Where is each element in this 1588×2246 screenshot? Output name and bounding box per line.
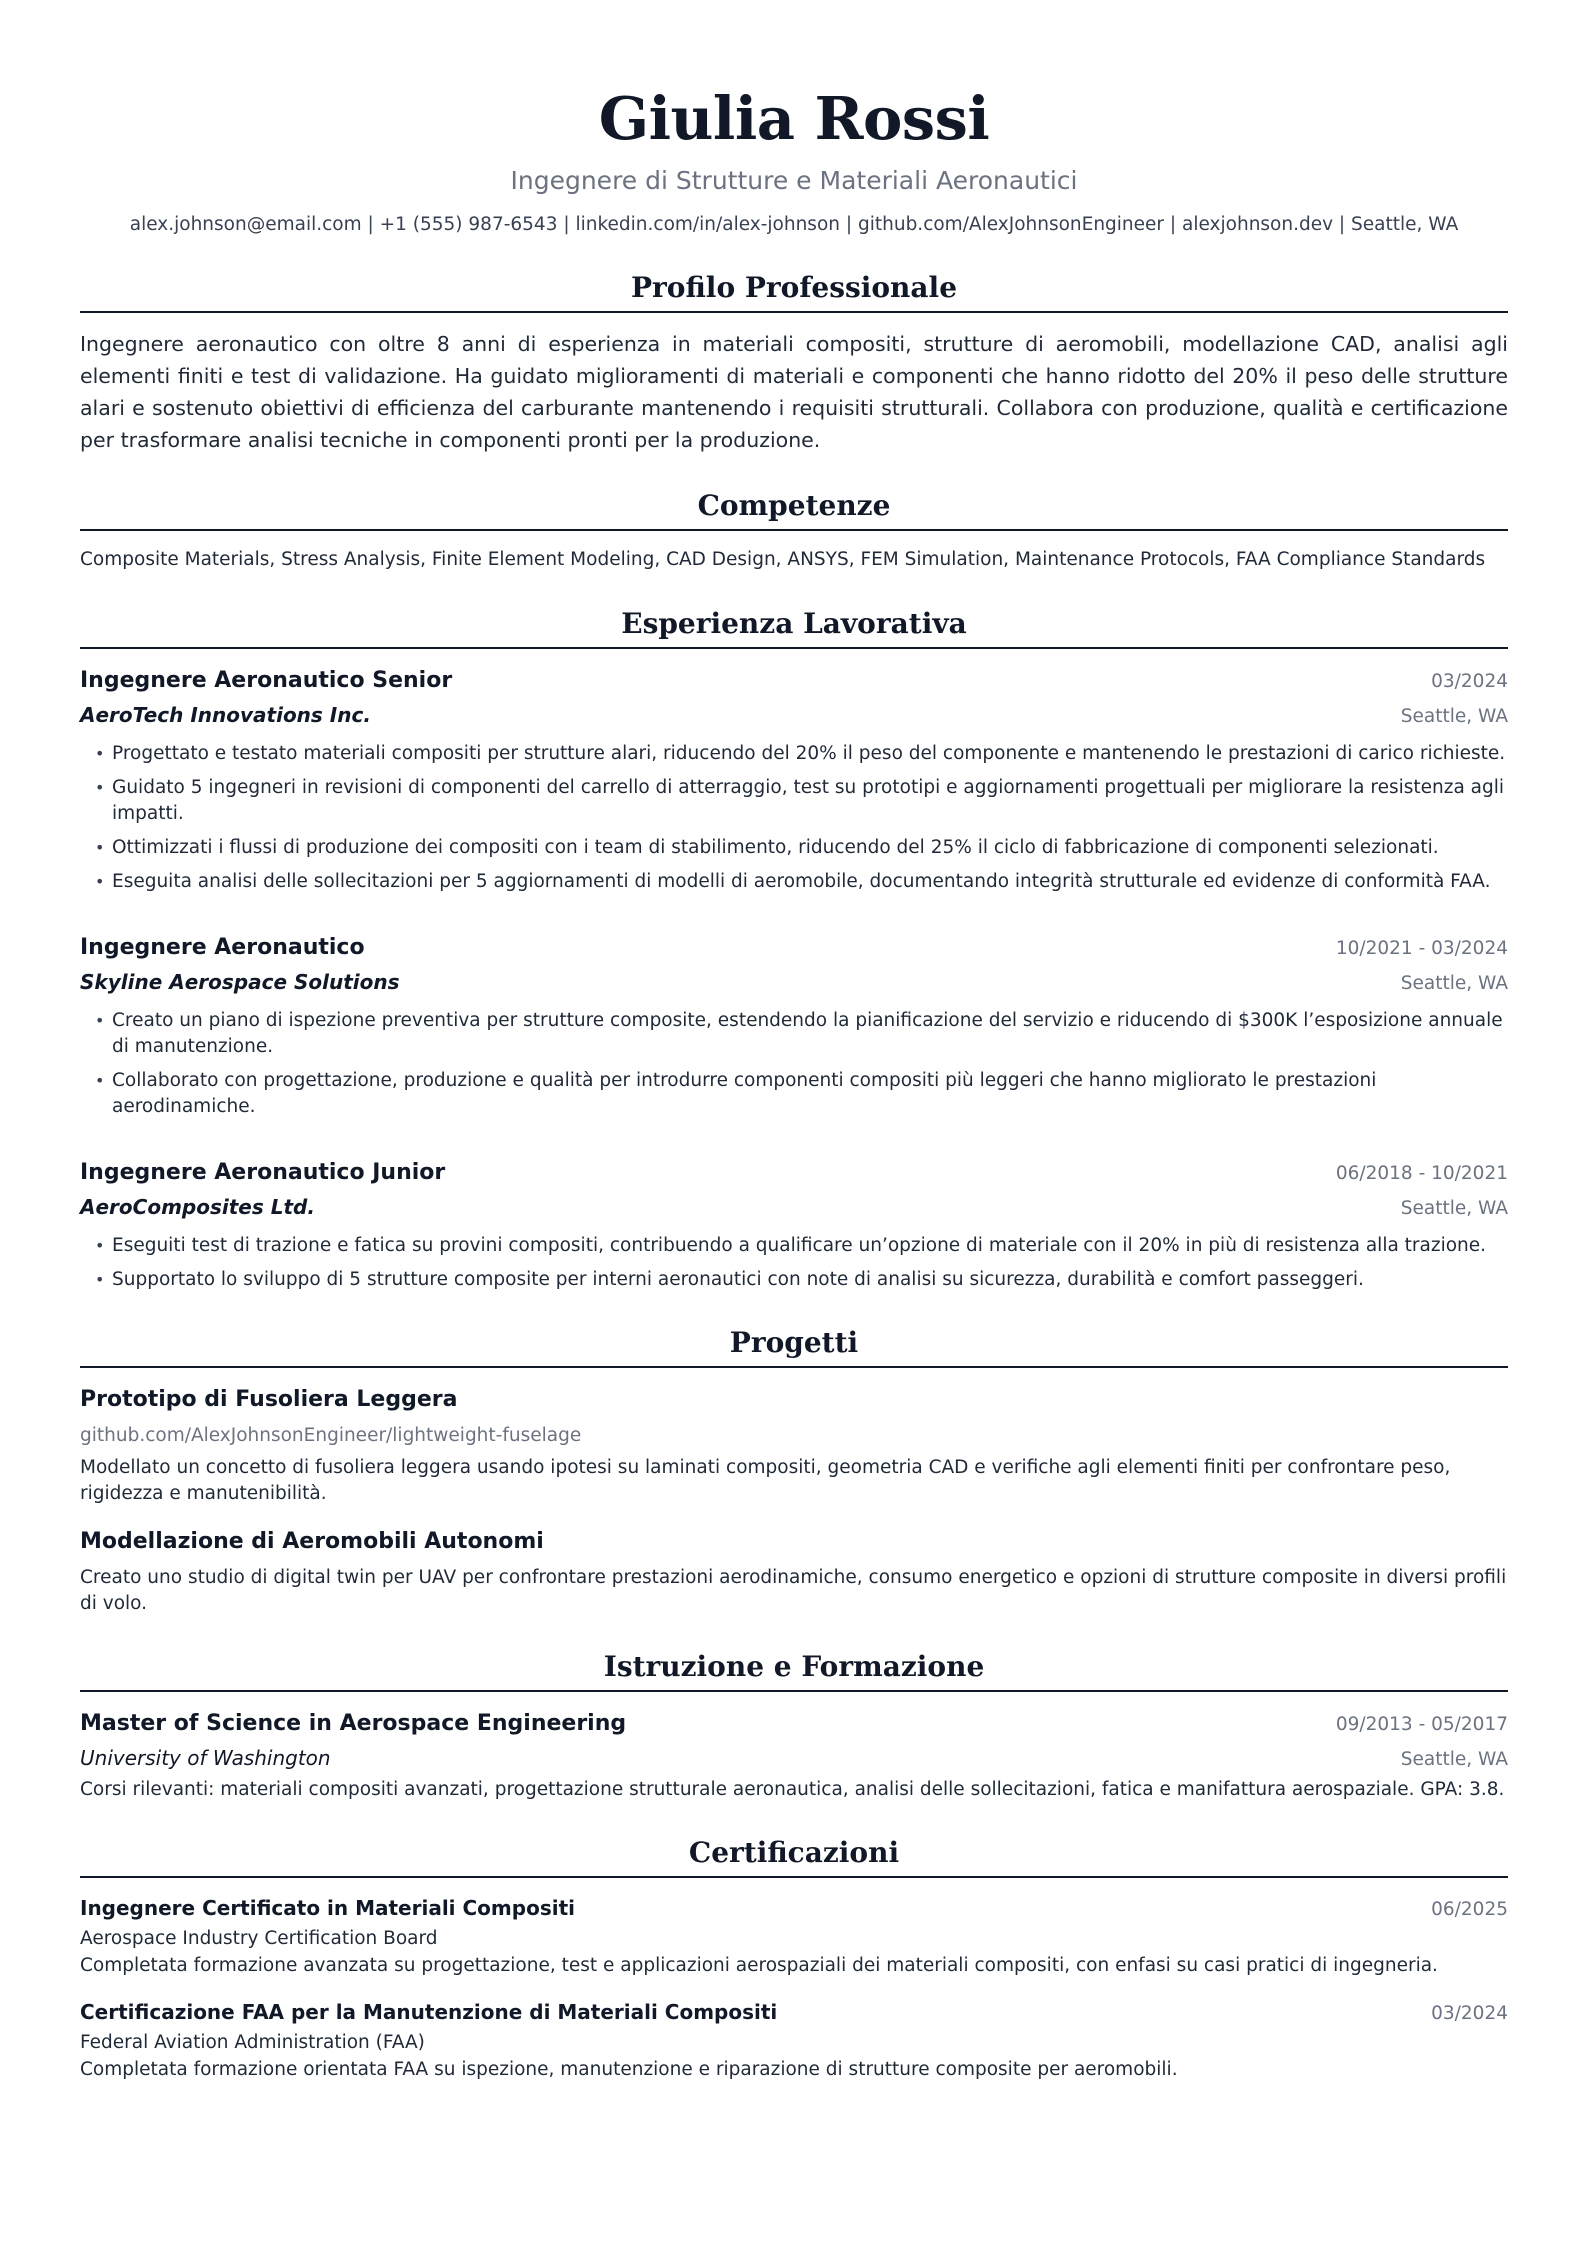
degree-title: Master of Science in Aerospace Engineering: [80, 1711, 627, 1736]
job-title: Ingegnere Aeronautico Senior: [80, 668, 453, 693]
job-location: Seattle, WA: [1400, 1198, 1508, 1219]
job-title: Ingegnere Aeronautico: [80, 935, 365, 960]
certification-title: Certificazione FAA per la Manutenzione di Materiali Compositi: [80, 2000, 778, 2024]
section-title: Certificazioni: [80, 1835, 1508, 1878]
project-entry: [80, 1525, 1508, 1617]
project-entry: [80, 1383, 1508, 1507]
education-dates: 09/2013 - 05/2017: [1335, 1714, 1508, 1735]
job-location: Seattle, WA: [1400, 706, 1508, 727]
section-title: Competenze: [80, 488, 1508, 531]
bullet-item: • Eseguita analisi delle sollecitazioni per 5 aggiornamenti di modelli di aeromobile, documentando integrità strutturale ed evidenze di conformità FAA.: [95, 869, 1508, 895]
resume-header: [80, 80, 1508, 238]
bullet-item: • Creato un piano di ispezione preventiva per strutture composite, estendendo la pianificazione del servizio e riducendo di $300K l’esposizione annuale di manutenzione.: [95, 1008, 1508, 1060]
experience-entry: [80, 664, 1508, 895]
certifications-section: [80, 1835, 1508, 2083]
certification-entry: [80, 1997, 1508, 2083]
certification-date: 06/2025: [1431, 1899, 1508, 1920]
certification-issuer: Federal Aviation Administration (FAA): [80, 2032, 425, 2053]
education-entry: [80, 1707, 1508, 1803]
education-section: [80, 1649, 1508, 1803]
summary-section: [80, 270, 1508, 456]
bullet-item: • Eseguiti test di trazione e fatica su provini compositi, contribuendo a qualificare un’opzione di materiale con il 20% in più di resistenza alla trazione.: [95, 1233, 1508, 1259]
skills-section: [80, 488, 1508, 574]
job-bullets: [80, 741, 1508, 895]
job-dates: 10/2021 - 03/2024: [1335, 938, 1508, 959]
project-description: Modellato un concetto di fusoliera leggera usando ipotesi su laminati compositi, geometria CAD e verifiche agli elementi finiti per confrontare peso, rigidezza e manutenibilità.: [80, 1457, 1451, 1504]
bullet-item: • Guidato 5 ingegneri in revisioni di componenti del carrello di atterraggio, test su prototipi e aggiornamenti progettuali per migliorare la resistenza agli impatti.: [95, 775, 1508, 827]
job-dates: 06/2018 - 10/2021: [1335, 1163, 1508, 1184]
project-title: Prototipo di Fusoliera Leggera: [80, 1387, 458, 1412]
certification-date: 03/2024: [1431, 2003, 1508, 2024]
skills-list: Composite Materials, Stress Analysis, Finite Element Modeling, CAD Design, ANSYS, FEM Simulation, Maintenance Protocols, FAA Compliance Standards: [80, 549, 1486, 570]
company-name: AeroComposites Ltd.: [80, 1195, 315, 1219]
project-title: Modellazione di Aeromobili Autonomi: [80, 1529, 544, 1554]
certification-issuer: Aerospace Industry Certification Board: [80, 1928, 438, 1949]
job-location: Seattle, WA: [1400, 973, 1508, 994]
section-title: Istruzione e Formazione: [80, 1649, 1508, 1692]
job-bullets: [80, 1008, 1508, 1120]
job-title: Ingegnere Aeronautico Junior: [80, 1160, 446, 1185]
job-dates: 03/2024: [1431, 671, 1508, 692]
education-details: Corsi rilevanti: materiali compositi avanzati, progettazione strutturale aeronautica, analisi delle sollecitazioni, fatica e manifattura aerospaziale. GPA: 3.8.: [80, 1779, 1505, 1800]
contact-line: alex.johnson@email.com | +1 (555) 987-6543 | linkedin.com/in/alex-johnson | github.com/AlexJohnsonEngineer | alexjohnson.dev | Seattle, WA: [129, 214, 1459, 235]
experience-entry: [80, 1156, 1508, 1293]
certification-title: Ingegnere Certificato in Materiali Compositi: [80, 1896, 575, 1920]
candidate-name: Giulia Rossi: [598, 84, 990, 153]
section-title: Progetti: [80, 1325, 1508, 1368]
section-title: Profilo Professionale: [80, 270, 1508, 313]
company-name: Skyline Aerospace Solutions: [80, 970, 400, 994]
job-bullets: [80, 1233, 1508, 1293]
project-description: Creato uno studio di digital twin per UAV per confrontare prestazioni aerodinamiche, consumo energetico e opzioni di strutture composite in diversi profili di volo.: [80, 1567, 1507, 1614]
project-link[interactable]: github.com/AlexJohnsonEngineer/lightweight-fuselage: [80, 1425, 582, 1446]
bullet-item: • Collaborato con progettazione, produzione e qualità per introdurre componenti compositi più leggeri che hanno migliorato le prestazioni aerodinamiche.: [95, 1068, 1508, 1120]
certification-entry: [80, 1893, 1508, 1979]
experience-entry: [80, 931, 1508, 1120]
candidate-headline: Ingegnere di Strutture e Materiali Aeronautici: [510, 166, 1078, 195]
certification-description: Completata formazione avanzata su progettazione, test e applicazioni aerospaziali dei materiali compositi, con enfasi su casi pratici di ingegneria.: [80, 1955, 1438, 1976]
bullet-item: • Progettato e testato materiali compositi per strutture alari, riducendo del 20% il peso del componente e mantenendo le prestazioni di carico richieste.: [95, 741, 1508, 767]
bullet-item: • Ottimizzati i flussi di produzione dei compositi con i team di stabilimento, riducendo del 25% il ciclo di fabbricazione di componenti selezionati.: [95, 835, 1508, 861]
school-location: Seattle, WA: [1400, 1749, 1508, 1770]
certification-description: Completata formazione orientata FAA su ispezione, manutenzione e riparazione di strutture composite per aeromobili.: [80, 2059, 1178, 2080]
experience-section: [80, 606, 1508, 1293]
projects-section: [80, 1325, 1508, 1617]
company-name: AeroTech Innovations Inc.: [80, 703, 371, 727]
bullet-item: • Supportato lo sviluppo di 5 strutture composite per interni aeronautici con note di analisi su sicurezza, durabilità e comfort passeggeri.: [95, 1267, 1508, 1293]
section-title: Esperienza Lavorativa: [80, 606, 1508, 649]
school-name: University of Washington: [80, 1746, 331, 1770]
summary-text: Ingegnere aeronautico con oltre 8 anni di esperienza in materiali compositi, strutture di aeromobili, modellazione CAD, analisi agli elementi finiti e test di validazione. Ha guidato miglioramenti di materiali e componenti che hanno ridotto del 20% il peso delle strutture alari e sostenuto obiettivi di efficienza del carburante mantenendo i requisiti strutturali. Collabora con produzione, qualità e certificazione per trasformare analisi tecniche in componenti pronti per la produzione.: [80, 332, 1508, 452]
